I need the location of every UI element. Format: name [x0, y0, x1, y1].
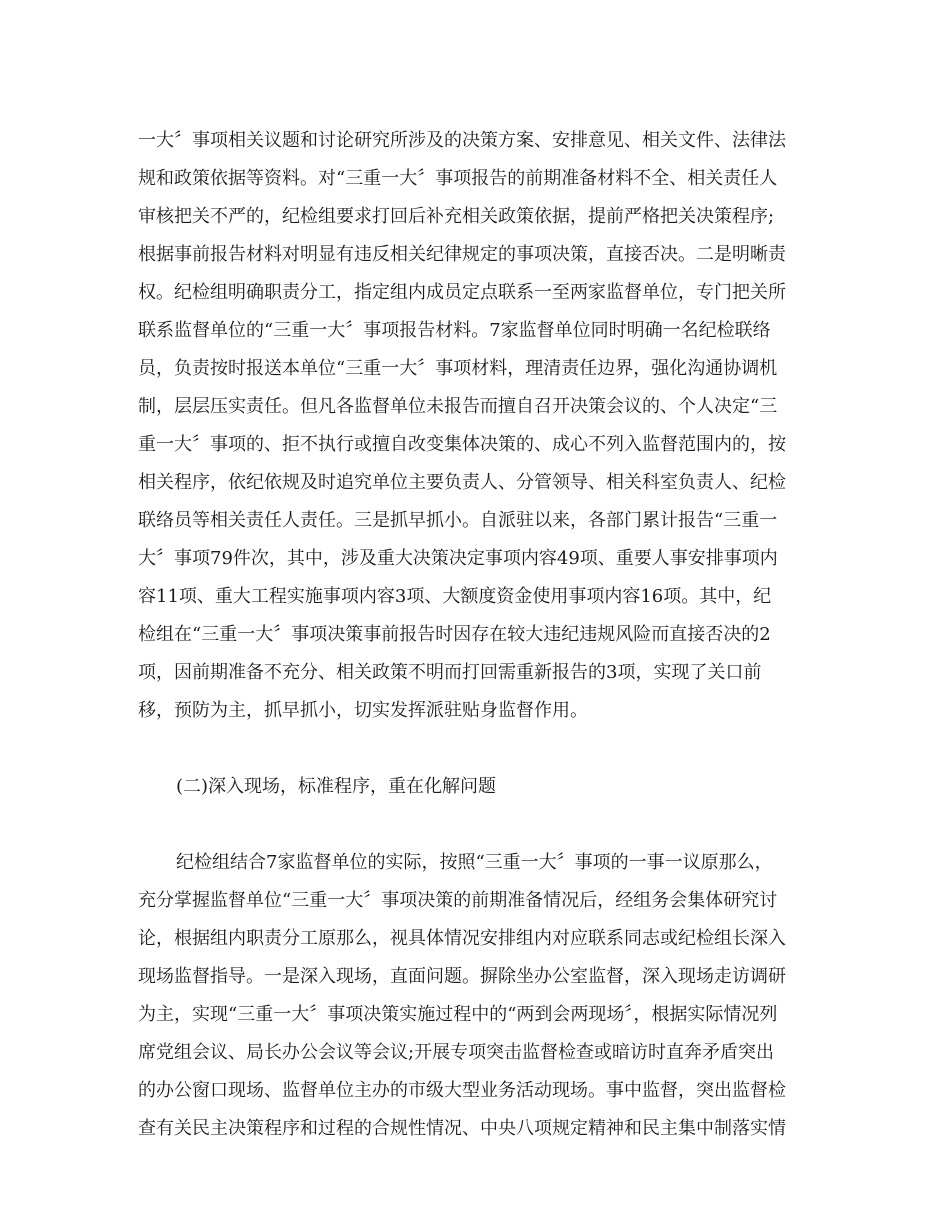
- paragraph-1-line: 员，负责按时报送本单位“三重一大〞事项材料，理清责任边界，强化沟通协调机: [138, 358, 778, 379]
- paragraph-1-line: 制，层层压实责任。但凡各监督单位未报告而擅自召开决策会议的、个人决定“三: [138, 396, 778, 417]
- paragraph-2-line: 查有关民主决策程序和过程的合规性情况、中央八项规定精神和民主集中制落实情: [138, 1118, 786, 1139]
- paragraph-2-line: 论，根据组内职责分工原那么，视具体情况安排组内对应联系同志或纪检组长深入: [138, 928, 786, 949]
- paragraph-2-line: 充分掌握监督单位“三重一大〞事项决策的前期准备情况后，经组务会集体研究讨: [138, 890, 778, 911]
- paragraph-1-line: 移，预防为主，抓早抓小，切实发挥派驻贴身监督作用。: [138, 700, 588, 721]
- paragraph-2-line: 现场监督指导。一是深入现场，直面问题。摒除坐办公室监督，深入现场走访调研: [138, 966, 786, 987]
- paragraph-1-line: 联络员等相关责任人责任。三是抓早抓小。自派驻以来，各部门累计报告“三重一: [138, 510, 778, 531]
- paragraph-1-line: 一大〞事项相关议题和讨论研究所涉及的决策方案、安排意见、相关文件、法律法: [138, 130, 786, 151]
- paragraph-1-line: 相关程序，依纪依规及时追究单位主要负责人、分管领导、相关科室负责人、纪检: [138, 472, 786, 493]
- paragraph-1-line: 检组在“三重一大〞事项决策事前报告时因存在较大违纪违规风险而直接否决的2: [138, 624, 771, 645]
- paragraph-1-line: 根据事前报告材料对明显有违反相关纪律规定的事项决策，直接否决。二是明晰责: [138, 244, 786, 265]
- paragraph-2-line: 为主，实现“三重一大〞事项决策实施过程中的“两到会两现场〞，根据实际情况列: [138, 1004, 778, 1025]
- paragraph-1-line: 容11项、重大工程实施事项内容3项、大额度资金使用事项内容16项。其中，纪: [138, 586, 772, 607]
- paragraph-1-line: 项，因前期准备不充分、相关政策不明而打回需重新报告的3项，实现了关口前: [138, 662, 762, 683]
- paragraph-2-line: 的办公窗口现场、监督单位主办的市级大型业务活动现场。事中监督，突出监督检: [138, 1080, 786, 1101]
- paragraph-1-line: 权。纪检组明确职责分工，指定组内成员定点联系一至两家监督单位，专门把关所: [138, 282, 786, 303]
- paragraph-1-line: 大〞事项79件次，其中，涉及重大决策决定事项内容49项、重要人事安排事项内: [138, 548, 778, 569]
- paragraph-1-line: 重一大〞事项的、拒不执行或擅自改变集体决策的、成心不列入监督范围内的，按: [138, 434, 786, 455]
- paragraph-2-line: 席党组会议、局长办公会议等会议;开展专项突击监督检查或暗访时直奔矛盾突出: [138, 1042, 775, 1063]
- section-heading: (二)深入现场，标准程序，重在化解问题: [176, 776, 497, 797]
- paragraph-1-line: 审核把关不严的，纪检组要求打回后补充相关政策依据，提前严格把关决策程序;: [138, 206, 775, 227]
- paragraph-2-line: 纪检组结合7家监督单位的实际，按照“三重一大〞事项的一事一议原那么，: [176, 852, 773, 873]
- paragraph-1-line: 规和政策依据等资料。对“三重一大〞事项报告的前期准备材料不全、相关责任人: [138, 168, 778, 189]
- paragraph-1-line: 联系监督单位的“三重一大〞事项报告材料。7家监督单位同时明确一名纪检联络: [138, 320, 771, 341]
